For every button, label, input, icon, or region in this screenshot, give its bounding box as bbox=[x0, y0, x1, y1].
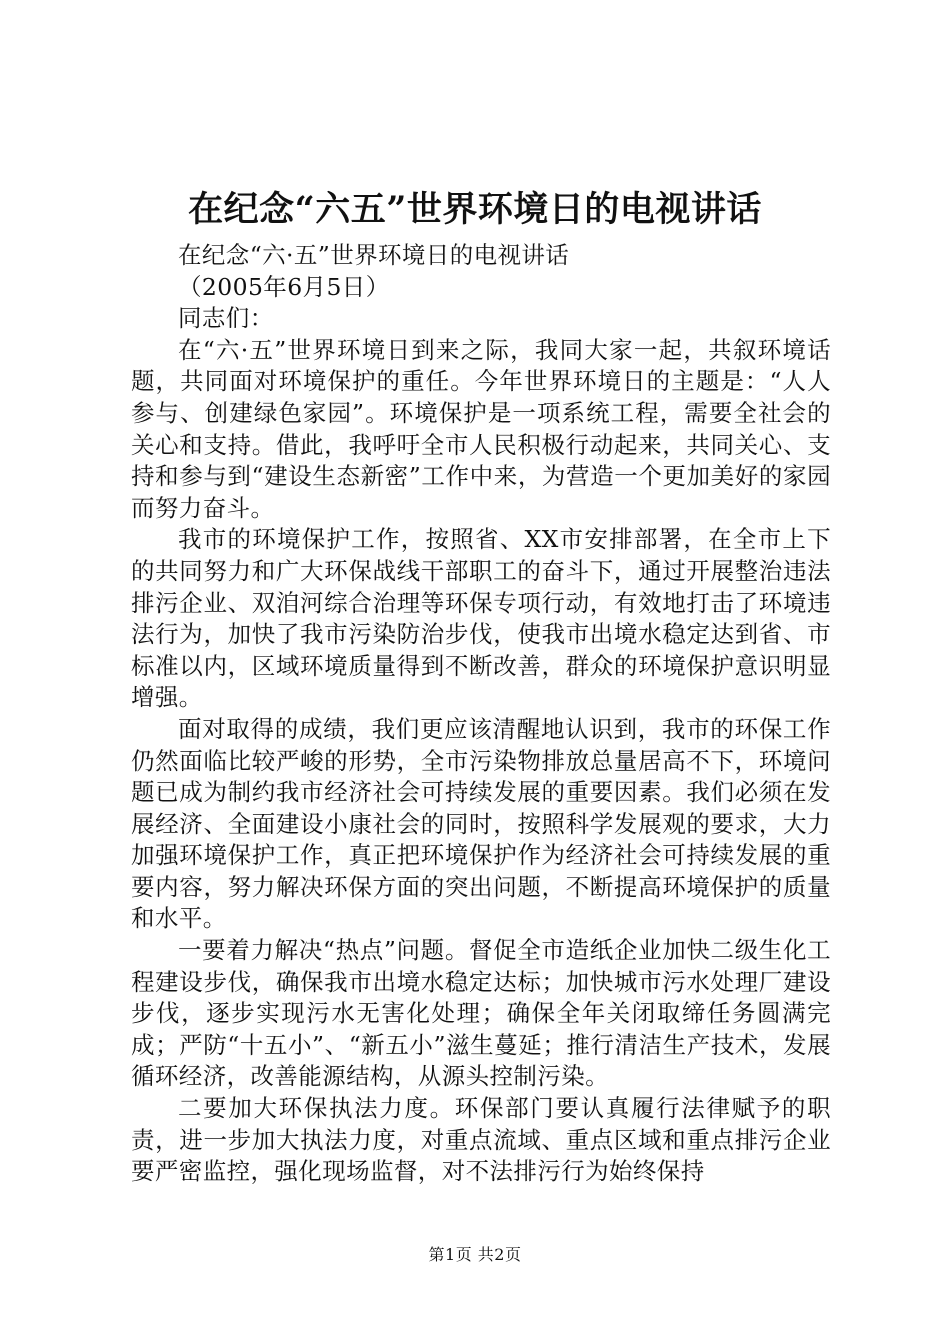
document-date: （2005年6月5日） bbox=[178, 272, 390, 301]
document-body bbox=[131, 240, 831, 1188]
paragraph-5: 二要加大环保执法力度。环保部门要认真履行法律赋予的职责，进一步加大执法力度，对重点流域、重点区域和重点排污企业要严密监控，强化现场监督，对不法排污行为始终保持 bbox=[131, 1094, 831, 1186]
document-title: 在纪念“六五”世界环境日的电视讲话 bbox=[188, 189, 762, 230]
document-salutation: 同志们： bbox=[178, 304, 274, 333]
document-subtitle: 在纪念“六·五”世界环境日的电视讲话 bbox=[178, 241, 570, 269]
paragraph-4: 一要着力解决“热点”问题。督促全市造纸企业加快二级生化工程建设步伐，确保我市出境水稳定达标；加快城市污水处理厂建设步伐，逐步实现污水无害化处理；确保全年关闭取缔任务圆满完成；严防“十五小”、“新五小”滋生蔓延；推行清洁生产技术，发展循环经济，改善能源结构，从源头控制污染。 bbox=[131, 936, 831, 1091]
paragraph-3: 面对取得的成绩，我们更应该清醒地认识到，我市的环保工作仍然面临比较严峻的形势，全市污染物排放总量居高不下，环境问题已成为制约我市经济社会可持续发展的重要因素。我们必须在发展经济、全面建设小康社会的同时，按照科学发展观的要求，大力加强环境保护工作，真正把环境保护作为经济社会可持续发展的重要内容，努力解决环保方面的突出问题，不断提高环境保护的质量和水平。 bbox=[131, 714, 831, 933]
paragraph-2: 我市的环境保护工作，按照省、XX市安排部署，在全市上下的共同努力和广大环保战线干部职工的奋斗下，通过开展整治违法排污企业、双洎河综合治理等环保专项行动，有效地打击了环境违法行为，加快了我市污染防治步伐，使我市出境水稳定达到省、市标准以内，区域环境质量得到不断改善，群众的环境保护意识明显增强。 bbox=[131, 525, 831, 712]
page-number-footer: 第1页 共2页 bbox=[428, 1245, 522, 1264]
paragraph-1: 在“六·五”世界环境日到来之际，我同大家一起，共叙环境话题，共同面对环境保护的重任。今年世界环境日的主题是：“人人参与、创建绿色家园”。环境保护是一项系统工程，需要全社会的关心和支持。借此，我呼吁全市人民积极行动起来，共同关心、支持和参与到“建设生态新密”工作中来，为营造一个更加美好的家园而努力奋斗。 bbox=[131, 335, 831, 522]
